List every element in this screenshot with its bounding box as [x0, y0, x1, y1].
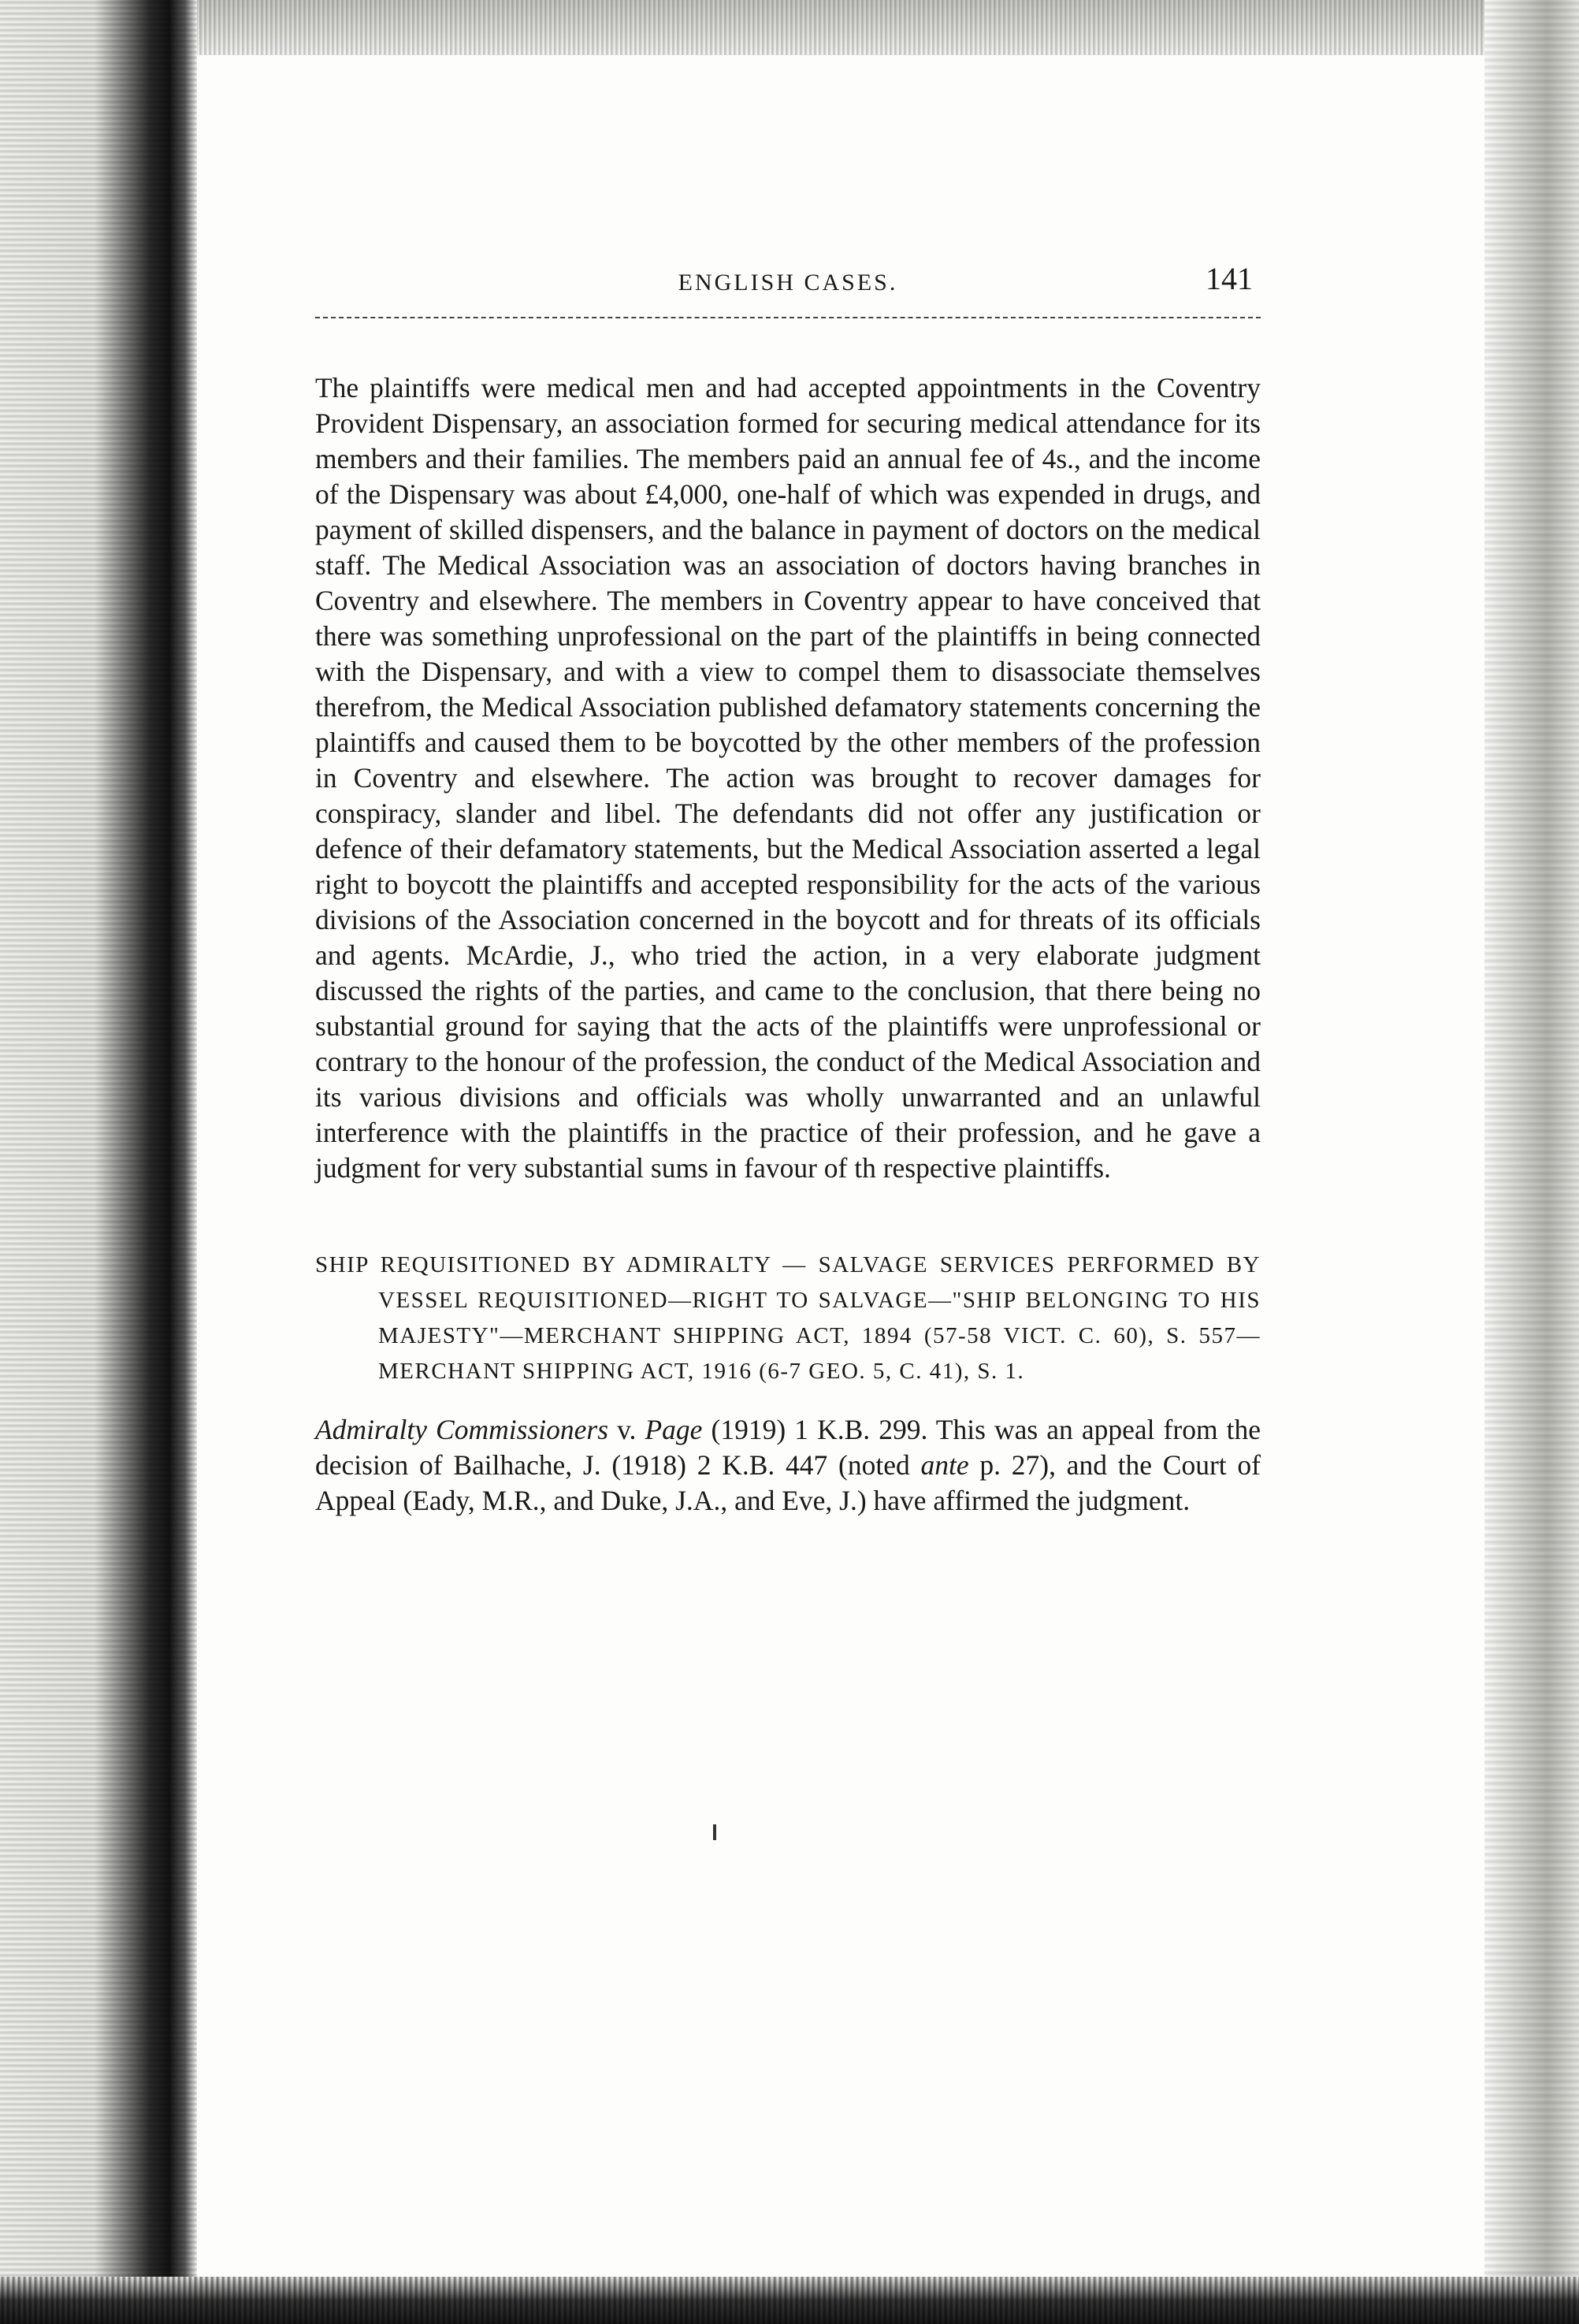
case-name-party-1: Admiralty Commissioners [315, 1414, 609, 1445]
running-head-title: ENGLISH CASES. [678, 270, 898, 296]
case-versus: v. [608, 1414, 645, 1445]
running-head [315, 260, 1261, 315]
main-paragraph: The plaintiffs were medical men and had accepted appointments in the Coventry Provident Dispensary, an association formed for securing medical attendance for its members and their families. The members paid an annual fee of 4s., and the income of the Dispensary was about £4,000, one-half of which was expended in drugs, and payment of skilled dispensers, and the balance in payment of doctors on the medical staff. The Medical Association was an association of doctors having branches in Coventry and elsewhere. The members in Coventry appear to have conceived that there was something unprofessional on the part of the plaintiffs in being connected with the Dispensary, and with a view to compel them to disassociate themselves therefrom, the Medical Association published defamatory statements concerning the plaintiffs and caused them to be boycotted by the other members of the profession in Coventry and elsewhere. The action was brought to recover damages for conspiracy, slander and libel. The defendants did not offer any justification or defence of their defamatory statements, but the Medical Association asserted a legal right to boycott the plaintiffs and accepted responsibility for the acts of the various divisions of the Association concerned in the boycott and for threats of its officials and agents. McArdie, J., who tried the action, in a very elaborate judgment discussed the rights of the parties, and came to the conclusion, that there being no substantial ground for saying that the acts of the plaintiffs were unprofessional or contrary to the honour of the profession, the conduct of the Medical Association and its various divisions and officials was wholly unwarranted and an unlawful interference with the plaintiffs in the practice of their profession, and he gave a judgment for very substantial sums in favour of th respective plaintiffs. [315, 372, 1261, 1184]
case-noted-ante: ante [920, 1449, 969, 1481]
scan-edge-top [0, 0, 1579, 55]
case-paragraph [315, 1412, 1261, 1519]
scan-edge-bottom [0, 2277, 1579, 2324]
stray-ink-mark [713, 1824, 716, 1840]
case-text-2: p. 27), and the Court of Appeal (Eady, M.R., and Duke, J.A., and Eve, J.) have affirmed the judgment. [315, 1449, 1261, 1516]
page-number: 141 [1206, 261, 1253, 296]
case-name-party-2: Page [645, 1414, 703, 1445]
page-content [315, 260, 1261, 1519]
scan-edge-right [1484, 0, 1579, 2324]
case-text-1: (1919) 1 K.B. 299. This was an appeal from the decision of Bailhache, J. (1918) 2 K.B. 447 (noted [315, 1414, 1261, 1481]
section-heading: SHIP REQUISITIONED BY ADMIRALTY — SALVAGE SERVICES PERFORMED BY VESSEL REQUISITIONED—RIGHT TO SALVAGE—"SHIP BELONGING TO HIS MAJESTY"—MERCHANT SHIPPING ACT, 1894 (57-58 VICT. C. 60), S. 557—MERCHANT SHIPPING ACT, 1916 (6-7 GEO. 5, C. 41), S. 1. [315, 1252, 1261, 1384]
scan-binding-edge-left [0, 0, 197, 2324]
running-head-rule [315, 317, 1261, 318]
